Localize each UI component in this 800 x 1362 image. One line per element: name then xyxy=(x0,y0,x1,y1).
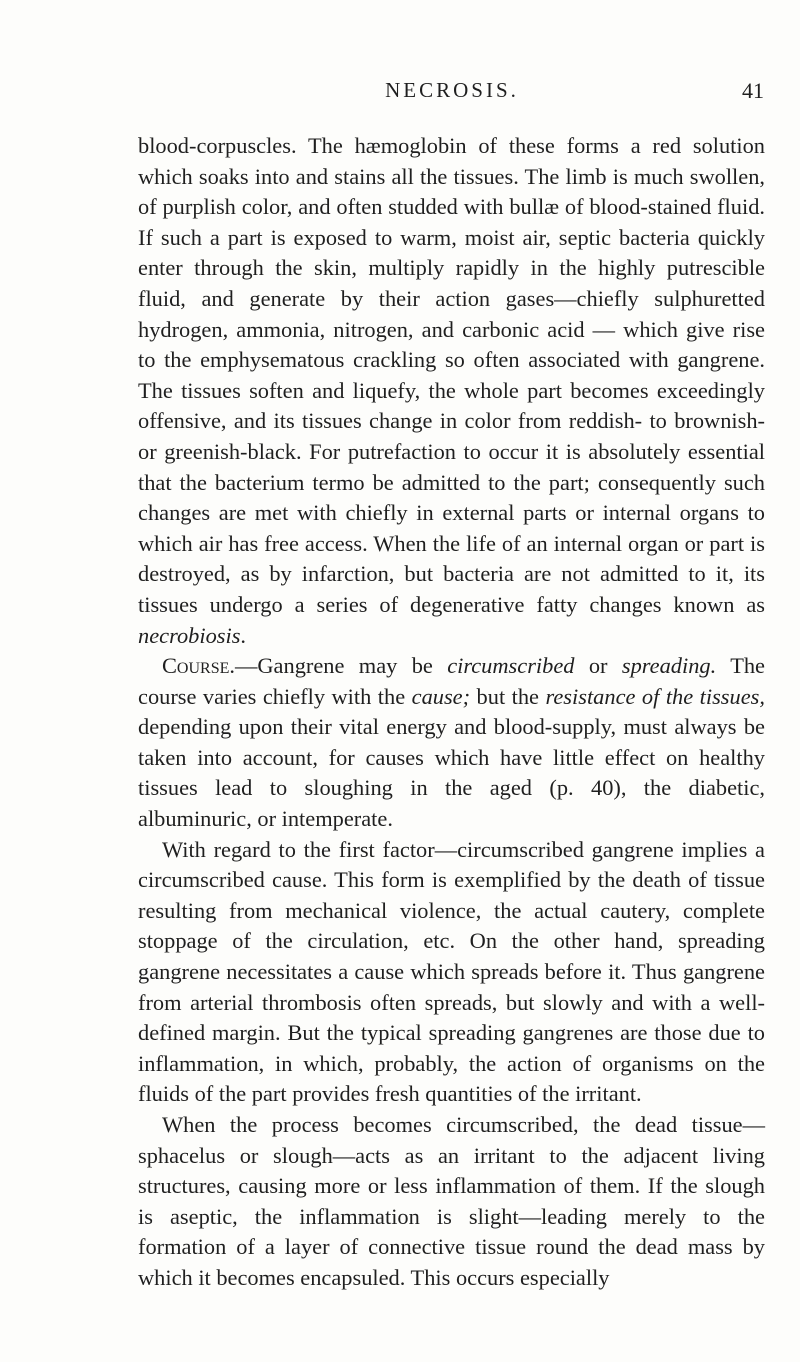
paragraph-course-text-a: —Gangrene may be xyxy=(235,653,433,679)
running-head: NECROSIS. xyxy=(385,78,519,102)
paragraph-1 xyxy=(138,131,765,651)
paragraph-course-text-e: depending upon their vital energy and blood-supply, must always be taken into account, for causes which have little effect on healthy tissues lead to sloughing in the aged (p. 40), the diabetic, albuminuric, or intemperate. xyxy=(138,714,765,832)
term-spreading: spreading. xyxy=(621,653,717,679)
paragraph-course-text-b: or xyxy=(588,653,608,679)
term-resistance: resistance of the tissues, xyxy=(545,683,765,709)
paragraph-course-text-c: The course varies chiefly with the xyxy=(138,653,765,709)
section-heading-course: Course. xyxy=(162,653,235,679)
paragraph-1-end: . xyxy=(240,622,247,648)
paragraph-course xyxy=(138,651,765,835)
page-header xyxy=(140,78,764,108)
term-cause: cause; xyxy=(411,683,471,709)
body-text xyxy=(138,131,765,1294)
paragraph-4: When the process becomes circumscribed, the dead tissue—sphacelus or slough—acts as an irritant to the adjacent living structures, causing more or less inflammation of them. If the slough is aseptic, the inflammation is slight—leading merely to the formation of a layer of connective tissue round the dead mass by which it becomes encapsuled. This occurs especially xyxy=(138,1112,765,1290)
page-number: 41 xyxy=(742,78,764,103)
term-necrobiosis: necrobiosis xyxy=(138,622,241,648)
term-circumscribed: circumscribed xyxy=(447,653,575,679)
paragraph-3: With regard to the first factor—circumscribed gangrene implies a circumscribed cause. This form is exemplified by the death of tissue resulting from mechanical violence, the actual cautery, complete stoppage of the circulation, etc. On the other hand, spreading gangrene necessitates a cause which spreads before it. Thus gangrene from arterial thrombosis often spreads, but slowly and with a well-defined margin. But the typical spreading gangrenes are those due to inflammation, in which, probably, the action of organisms on the fluids of the part provides fresh quantities of the irritant. xyxy=(138,836,765,1107)
paragraph-course-text-d: but the xyxy=(476,683,539,709)
paragraph-1-text: blood-corpuscles. The hæmoglobin of these forms a red solution which soaks into and stains all the tissues. The limb is much swollen, of purplish color, and often studded with bullæ of blood-stained fluid. If such a part is exposed to warm, moist air, septic bacteria quickly enter through the skin, multiply rapidly in the highly putrescible fluid, and generate by their action gases—chiefly sulphuretted hydrogen, ammonia, nitrogen, and carbonic acid — which give rise to the emphysematous crackling so often associated with gangrene. The tissues soften and liquefy, the whole part becomes exceedingly offensive, and its tissues change in color from reddish- to brownish- or greenish-black. For putrefaction to occur it is absolutely essential that the bacterium termo be admitted to the part; consequently such changes are met with chiefly in external parts or internal organs to which air has free access. When the life of an internal organ or part is destroyed, as by infarction, but bacteria are not admitted to it, its tissues undergo a series of degenerative fatty changes known as xyxy=(138,133,765,617)
